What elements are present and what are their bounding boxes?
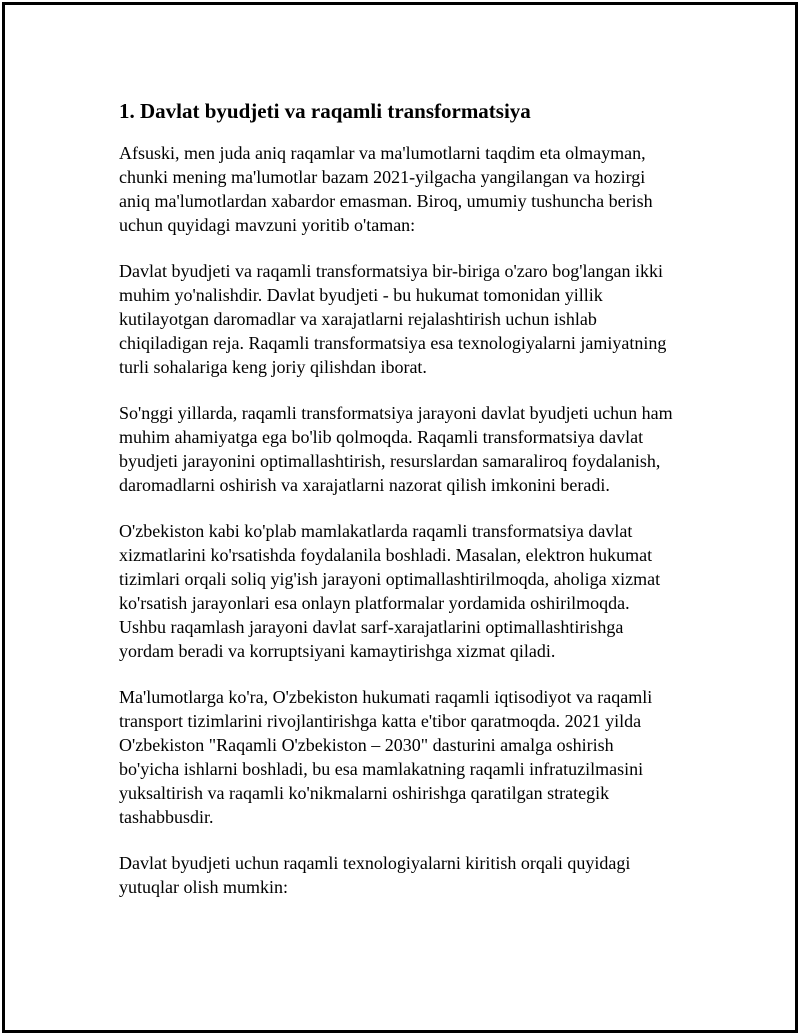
text-line: yordam beradi va korruptsiyani kamaytirishga xizmat qiladi.: [119, 641, 556, 661]
text-line: Davlat byudjeti va raqamli transformatsiya bir-biriga o'zaro bog'langan ikki: [119, 261, 663, 281]
text-line: bo'yicha ishlarni boshladi, bu esa mamlakatning raqamli infratuzilmasini: [119, 759, 644, 779]
text-line: Ushbu raqamlash jarayoni davlat sarf-xarajatlarini optimallashtirishga: [119, 617, 624, 637]
paragraph-2: [119, 259, 719, 379]
text-line: tizimlari orqali soliq yig'ish jarayoni optimallashtirilmoqda, aholiga xizmat: [119, 569, 661, 589]
text-line: kutilayotgan daromadlar va xarajatlarni rejalashtirish uchun ishlab: [119, 309, 597, 329]
section-heading: 1. Davlat byudjeti va raqamli transformatsiya: [119, 99, 531, 123]
text-line: Ma'lumotlarga ko'ra, O'zbekiston hukumati raqamli iqtisodiyot va raqamli: [119, 687, 653, 707]
text-line: tashabbusdir.: [119, 807, 214, 827]
text-line: aniq ma'lumotlardan xabardor emasman. Biroq, umumiy tushuncha berish: [119, 191, 653, 211]
text-line: chunki mening ma'lumotlar bazam 2021-yilgacha yangilangan va hozirgi: [119, 167, 646, 187]
text-line: So'nggi yillarda, raqamli transformatsiya jarayoni davlat byudjeti uchun ham: [119, 403, 673, 423]
text-line: uchun quyidagi mavzuni yoritib o'taman:: [119, 215, 416, 235]
text-line: chiqiladigan reja. Raqamli transformatsiya esa texnologiyalarni jamiyatning: [119, 333, 667, 353]
text-line: muhim yo'nalishdir. Davlat byudjeti - bu hukumat tomonidan yillik: [119, 285, 603, 305]
text-line: O'zbekiston kabi ko'plab mamlakatlarda raqamli transformatsiya davlat: [119, 521, 633, 541]
paragraph-1: [119, 141, 719, 237]
text-line: daromadlarni oshirish va xarajatlarni nazorat qilish imkonini beradi.: [119, 475, 610, 495]
paragraph-6: [119, 851, 719, 899]
text-line: transport tizimlarini rivojlantirishga katta e'tibor qaratmoqda. 2021 yilda: [119, 711, 642, 731]
text-line: byudjeti jarayonini optimallashtirish, resurslardan samaraliroq foydalanish,: [119, 451, 661, 471]
paragraph-5: [119, 685, 719, 829]
paragraph-4: [119, 519, 719, 663]
text-line: Davlat byudjeti uchun raqamli texnologiyalarni kiritish orqali quyidagi: [119, 853, 631, 873]
text-line: O'zbekiston "Raqamli O'zbekiston – 2030" dasturini amalga oshirish: [119, 735, 614, 755]
text-line: turli sohalariga keng joriy qilishdan iborat.: [119, 357, 427, 377]
text-line: yutuqlar olish mumkin:: [119, 877, 288, 897]
text-line: xizmatlarini ko'rsatishda foydalanila boshladi. Masalan, elektron hukumat: [119, 545, 653, 565]
text-line: Afsuski, men juda aniq raqamlar va ma'lumotlarni taqdim eta olmayman,: [119, 143, 646, 163]
text-line: yuksaltirish va raqamli ko'nikmalarni oshirishga qaratilgan strategik: [119, 783, 610, 803]
page-frame: [2, 2, 798, 1033]
paragraph-3: [119, 401, 719, 497]
document-body: [119, 95, 719, 921]
text-line: ko'rsatish jarayonlari esa onlayn platformalar yordamida oshirilmoqda.: [119, 593, 630, 613]
text-line: muhim ahamiyatga ega bo'lib qolmoqda. Raqamli transformatsiya davlat: [119, 427, 644, 447]
